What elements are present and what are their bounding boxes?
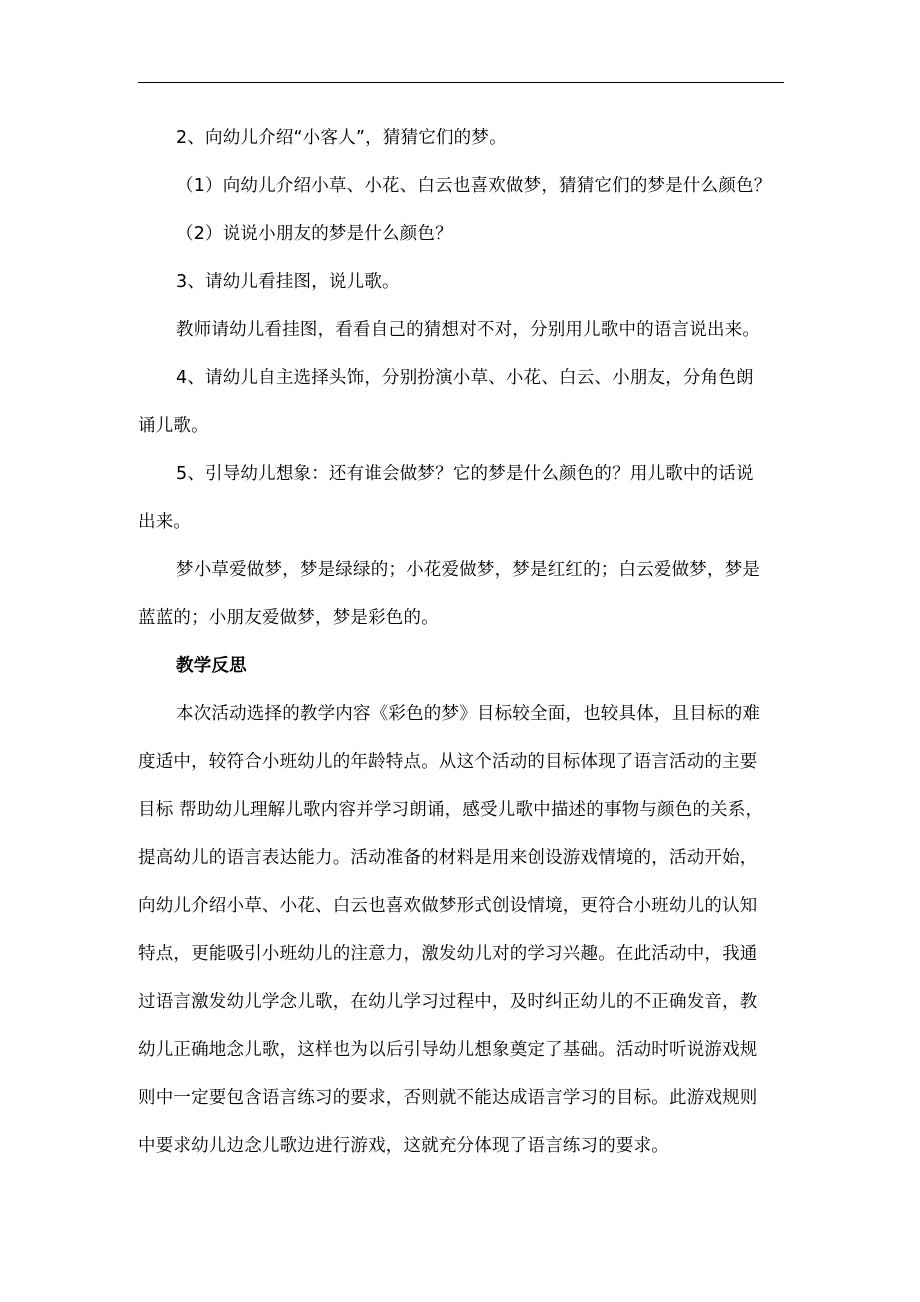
step-2-sub-1: （1）向幼儿介绍小草、小花、白云也喜欢做梦，猜猜它们的梦是什么颜色？ [176,176,772,196]
reflection-line-2: 度适中，较符合小班幼儿的年龄特点。从这个活动的目标体现了语言活动的主要 [138,752,758,772]
reflection-line-9: 则中一定要包含语言练习的要求，否则就不能达成语言学习的目标。此游戏规则 [138,1088,758,1108]
reflection-line-3: 目标 帮助幼儿理解儿歌内容并学习朗诵，感受儿歌中描述的事物与颜色的关系， [138,800,764,820]
reflection-line-7: 过语言激发幼儿学念儿歌，在幼儿学习过程中，及时纠正幼儿的不正确发音，教 [138,992,758,1012]
step-3-detail: 教师请幼儿看挂图，看看自己的猜想对不对，分别用儿歌中的语言说出来。 [176,320,761,340]
step-3-title: 3、请幼儿看挂图，说儿歌。 [176,272,400,292]
step-4-line-1: 4、请幼儿自主选择头饰，分别扮演小草、小花、白云、小朋友，分角色朗 [176,368,754,388]
step-2-intro: 2、向幼儿介绍“小客人”，猜猜它们的梦。 [176,128,507,148]
reflection-line-6: 特点，更能吸引小班幼儿的注意力，激发幼儿对的学习兴趣。在此活动中，我通 [138,944,758,964]
reflection-line-4: 提高幼儿的语言表达能力。活动准备的材料是用来创设游戏情境的，活动开始， [138,848,758,868]
reflection-line-1: 本次活动选择的教学内容《彩色的梦》目标较全面，也较具体，且目标的难 [176,704,761,724]
reflection-line-5: 向幼儿介绍小草、小花、白云也喜欢做梦形式创设情境，更符合小班幼儿的认知 [138,896,758,916]
rhyme-line-1: 梦小草爱做梦，梦是绿绿的；小花爱做梦，梦是红红的；白云爱做梦，梦是 [176,560,761,580]
reflection-line-10: 中要求幼儿边念儿歌边进行游戏，这就充分体现了语言练习的要求。 [138,1136,669,1156]
rhyme-line-2: 蓝蓝的；小朋友爱做梦，梦是彩色的。 [138,608,439,628]
section-heading-reflection: 教学反思 [176,656,247,676]
step-4-line-2: 诵儿歌。 [138,416,209,436]
step-5-line-2: 出来。 [138,512,192,532]
step-2-sub-2: （2）说说小朋友的梦是什么颜色？ [176,224,453,244]
header-rule [138,82,784,83]
reflection-line-8: 幼儿正确地念儿歌，这样也为以后引导幼儿想象奠定了基础。活动时听说游戏规 [138,1040,758,1060]
step-5-line-1: 5、引导幼儿想象：还有谁会做梦？它的梦是什么颜色的？用儿歌中的话说 [176,464,754,484]
